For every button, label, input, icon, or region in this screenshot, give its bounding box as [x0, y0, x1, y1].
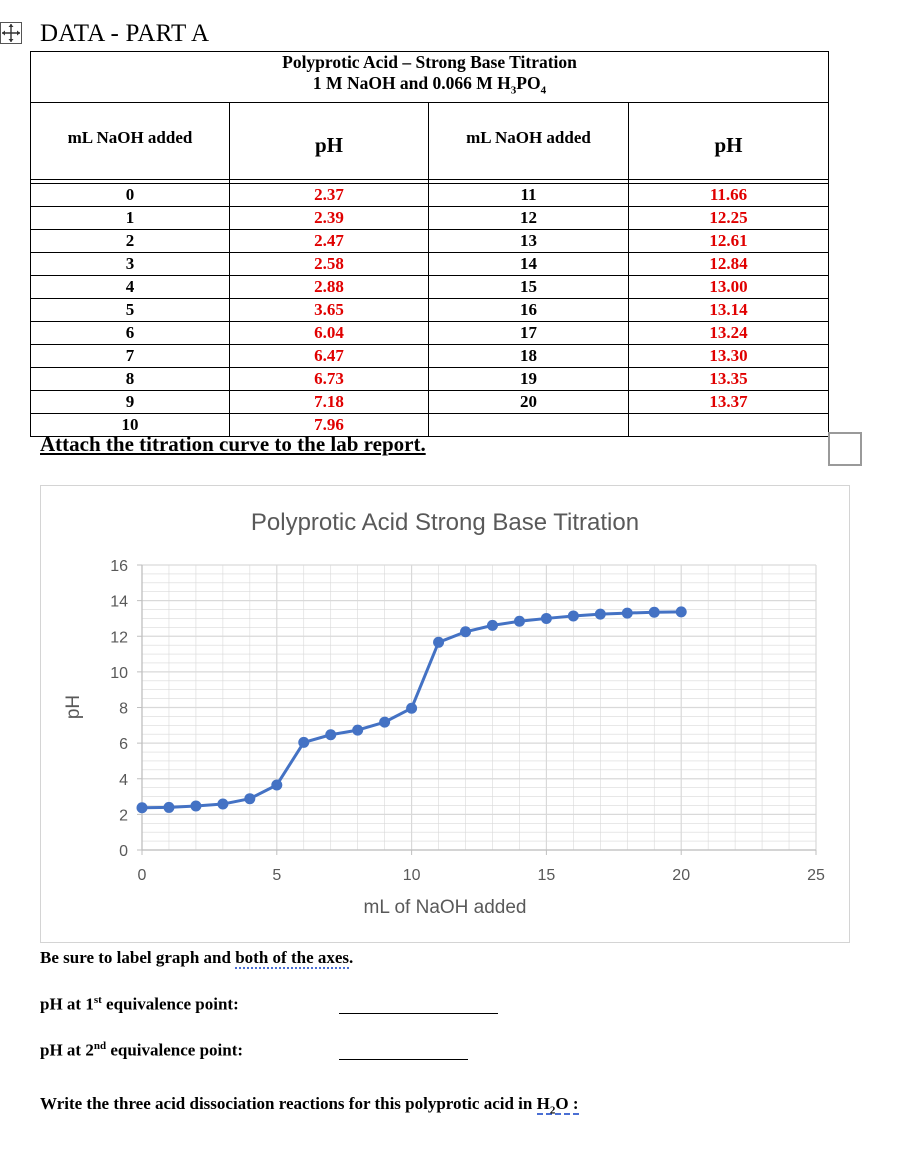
cell-right-ml: 14 — [429, 252, 629, 275]
cell-left-ph: 2.58 — [230, 252, 429, 275]
data-point — [433, 637, 444, 648]
cell-right-ph: 13.24 — [629, 321, 829, 344]
y-axis-label: pH — [63, 694, 84, 720]
table-title-line1: Polyprotic Acid – Strong Base Titration — [282, 52, 577, 72]
eq2-text-a: pH at 2 — [40, 1040, 94, 1060]
data-point — [379, 717, 390, 728]
second-equivalence-label — [40, 1040, 243, 1061]
chart-svg — [41, 486, 849, 942]
dissociation-prefix: Write the three acid dissociation reactions for this polyprotic acid in — [40, 1094, 537, 1113]
titration-data-table — [30, 51, 829, 437]
cell-right-ph: 12.84 — [629, 252, 829, 275]
cell-right-ph: 12.25 — [629, 206, 829, 229]
label-reminder — [40, 948, 353, 968]
cell-left-ml: 2 — [31, 229, 230, 252]
y-tick-label: 12 — [110, 629, 128, 647]
x-tick-label: 10 — [402, 867, 421, 884]
data-point — [244, 793, 255, 804]
data-point — [595, 609, 606, 620]
cell-right-ml: 15 — [429, 275, 629, 298]
table-row — [31, 183, 829, 206]
data-point — [568, 610, 579, 621]
cell-left-ph: 6.47 — [230, 344, 429, 367]
cell-right-ml: 12 — [429, 206, 629, 229]
cell-right-ml: 11 — [429, 183, 629, 206]
col-header-ph-left: pH — [230, 102, 429, 179]
table-row — [31, 367, 829, 390]
cell-right-ph: 13.30 — [629, 344, 829, 367]
y-tick-label: 8 — [119, 700, 128, 718]
water-o: O — [555, 1094, 569, 1113]
table-title-sub-3: 3 — [510, 84, 517, 97]
y-tick-label: 6 — [119, 736, 128, 754]
data-point — [676, 606, 687, 617]
cell-right-ml: 16 — [429, 298, 629, 321]
cell-left-ml: 10 — [31, 413, 230, 436]
x-tick-label: 0 — [137, 867, 147, 884]
y-tick-label: 4 — [119, 771, 128, 789]
water-formula — [537, 1094, 579, 1115]
y-tick-label: 16 — [110, 558, 128, 575]
cell-left-ml: 3 — [31, 252, 230, 275]
data-point — [271, 779, 282, 790]
cell-right-ph: 12.61 — [629, 229, 829, 252]
x-axis-label: mL of NaOH added — [363, 897, 527, 918]
label-reminder-underlined: both of the axes — [235, 948, 350, 967]
cell-left-ph: 7.18 — [230, 390, 429, 413]
dissociation-instruction — [40, 1094, 579, 1116]
table-title-sub-4: 4 — [540, 84, 547, 97]
table-row — [31, 344, 829, 367]
data-point — [487, 620, 498, 631]
cell-left-ml: 7 — [31, 344, 230, 367]
table-row — [31, 298, 829, 321]
data-point — [649, 607, 660, 618]
water-sub: 2 — [549, 1104, 556, 1117]
cell-left-ml: 5 — [31, 298, 230, 321]
page-heading: DATA - PART A — [40, 20, 210, 47]
x-tick-label: 20 — [672, 867, 691, 884]
data-point — [137, 802, 148, 813]
y-tick-label: 14 — [110, 593, 128, 611]
eq1-text-a: pH at 1 — [40, 994, 94, 1014]
cell-right-ph: 13.00 — [629, 275, 829, 298]
data-point — [460, 626, 471, 637]
cell-left-ml: 9 — [31, 390, 230, 413]
col-header-ph-right: pH — [629, 102, 829, 179]
attach-instruction: Attach the titration curve to the lab report. — [40, 432, 426, 456]
y-tick-label: 10 — [110, 664, 128, 682]
cell-right-ml: 20 — [429, 390, 629, 413]
data-point — [622, 608, 633, 619]
cell-right-ph — [629, 413, 829, 436]
cell-left-ml: 4 — [31, 275, 230, 298]
cell-left-ph: 6.04 — [230, 321, 429, 344]
col-header-ml-right: mL NaOH added — [429, 102, 629, 179]
chart-gridlines — [142, 565, 816, 850]
first-equivalence-label — [40, 994, 239, 1015]
table-row — [31, 252, 829, 275]
chart-axes — [110, 558, 825, 884]
data-point — [163, 802, 174, 813]
cell-right-ml: 17 — [429, 321, 629, 344]
cell-left-ml: 6 — [31, 321, 230, 344]
data-point — [541, 613, 552, 624]
data-point — [352, 725, 363, 736]
cell-left-ml: 0 — [31, 183, 230, 206]
data-point — [217, 799, 228, 810]
cell-left-ph: 7.96 — [230, 413, 429, 436]
eq2-text-b: equivalence point: — [106, 1040, 244, 1060]
cell-right-ph: 13.37 — [629, 390, 829, 413]
table-row — [31, 206, 829, 229]
y-tick-label: 2 — [119, 807, 128, 825]
cell-left-ph: 2.88 — [230, 275, 429, 298]
x-tick-label: 15 — [537, 867, 556, 884]
first-equivalence-blank[interactable] — [339, 1013, 498, 1014]
data-point — [190, 801, 201, 812]
eq2-sup: nd — [93, 1040, 107, 1052]
col-header-ml-left: mL NaOH added — [31, 102, 230, 179]
cell-left-ph: 6.73 — [230, 367, 429, 390]
move-handle-icon[interactable] — [0, 22, 22, 44]
data-point — [406, 703, 417, 714]
table-title — [31, 52, 829, 103]
second-equivalence-blank[interactable] — [339, 1059, 468, 1060]
table-title-line2-a: 1 M NaOH and 0.066 M H — [312, 73, 511, 93]
table-row — [31, 275, 829, 298]
table-body — [31, 183, 829, 436]
table-row — [31, 390, 829, 413]
table-row — [31, 321, 829, 344]
water-colon: : — [568, 1094, 579, 1113]
cell-right-ml — [429, 413, 629, 436]
eq1-sup: st — [93, 994, 102, 1006]
cell-left-ml: 8 — [31, 367, 230, 390]
cell-left-ml: 1 — [31, 206, 230, 229]
cell-left-ph: 2.39 — [230, 206, 429, 229]
table-title-line2-c: PO — [516, 73, 541, 93]
y-tick-label: 0 — [119, 843, 128, 860]
label-reminder-prefix: Be sure to label graph and — [40, 948, 236, 967]
cell-right-ml: 19 — [429, 367, 629, 390]
data-point — [325, 729, 336, 740]
chart-title: Polyprotic Acid Strong Base Titration — [250, 509, 640, 536]
cell-right-ph: 13.35 — [629, 367, 829, 390]
eq1-text-b: equivalence point: — [101, 994, 239, 1014]
x-tick-label: 5 — [272, 867, 282, 884]
cell-left-ph: 2.37 — [230, 183, 429, 206]
cell-left-ph: 3.65 — [230, 298, 429, 321]
label-reminder-suffix: . — [349, 948, 354, 967]
data-point — [298, 737, 309, 748]
cell-right-ph: 11.66 — [629, 183, 829, 206]
water-h: H — [536, 1094, 550, 1113]
cell-right-ml: 13 — [429, 229, 629, 252]
x-tick-label: 25 — [807, 867, 825, 884]
cell-right-ml: 18 — [429, 344, 629, 367]
cell-right-ph: 13.14 — [629, 298, 829, 321]
table-title-line2 — [31, 73, 828, 102]
titration-chart — [40, 485, 850, 943]
checkbox[interactable] — [828, 432, 862, 466]
data-point — [514, 616, 525, 627]
table-row — [31, 229, 829, 252]
cell-left-ph: 2.47 — [230, 229, 429, 252]
